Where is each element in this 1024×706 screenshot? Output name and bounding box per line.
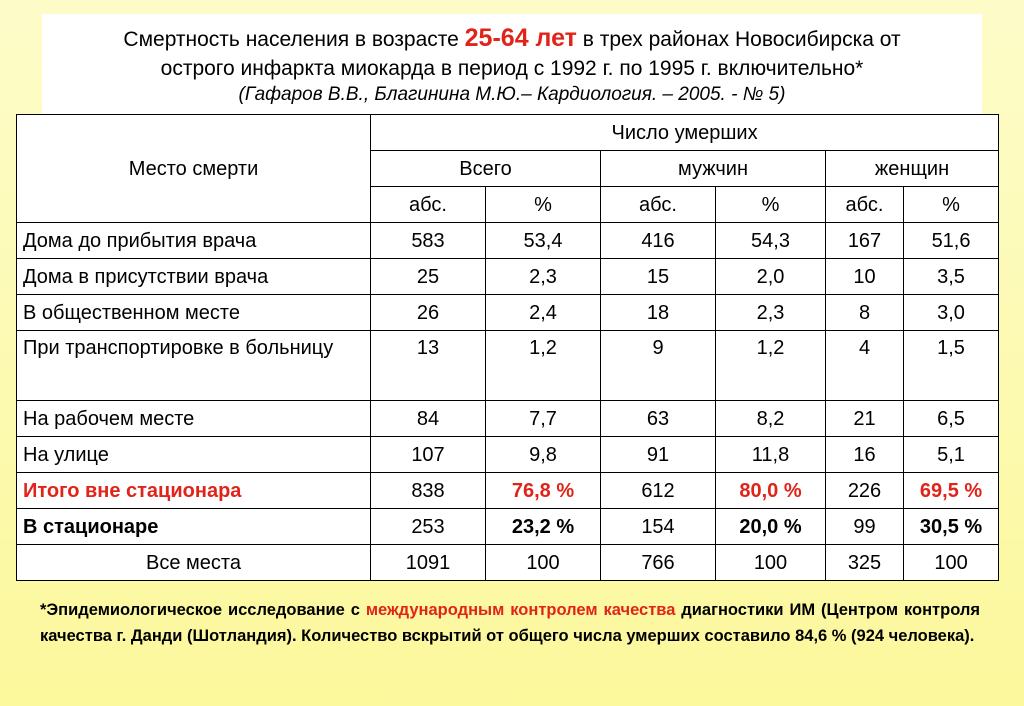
unit-header: % bbox=[904, 187, 999, 223]
mortality-table bbox=[16, 114, 999, 581]
value-cell: 63 bbox=[601, 401, 716, 437]
value-cell: 1,5 bbox=[904, 331, 999, 401]
subgroup-total: Всего bbox=[371, 151, 601, 187]
table-row bbox=[17, 437, 999, 473]
value-cell: 7,7 bbox=[486, 401, 601, 437]
value-cell: 54,3 bbox=[716, 223, 826, 259]
title-line-2: острого инфаркта миокарда в период с 1992 г. по 1995 г. включительно* bbox=[160, 57, 864, 80]
value-cell: 2,0 bbox=[716, 259, 826, 295]
title-age-range: 25-64 лет bbox=[464, 24, 577, 52]
value-cell: 2,4 bbox=[486, 295, 601, 331]
value-cell: 167 bbox=[826, 223, 904, 259]
place-cell: В стационаре bbox=[17, 509, 371, 545]
unit-header: % bbox=[716, 187, 826, 223]
header-row-group bbox=[17, 115, 999, 151]
total-outside-hospital-row bbox=[17, 473, 999, 509]
place-cell: При транспортировке в больницу bbox=[17, 331, 371, 401]
value-cell: 11,8 bbox=[716, 437, 826, 473]
value-cell: 26 bbox=[371, 295, 486, 331]
value-cell: 9,8 bbox=[486, 437, 601, 473]
value-cell: 91 bbox=[601, 437, 716, 473]
subgroup-women: женщин bbox=[826, 151, 999, 187]
value-cell: 838 bbox=[371, 473, 486, 509]
place-cell: На улице bbox=[17, 437, 371, 473]
unit-header: абс. bbox=[826, 187, 904, 223]
value-cell: 20,0 % bbox=[716, 509, 826, 545]
value-cell: 76,8 % bbox=[486, 473, 601, 509]
place-cell: На рабочем месте bbox=[17, 401, 371, 437]
footnote-accent: международным контролем качества bbox=[365, 601, 676, 619]
value-cell: 154 bbox=[601, 509, 716, 545]
value-cell: 15 bbox=[601, 259, 716, 295]
value-cell: 23,2 % bbox=[486, 509, 601, 545]
unit-header: % bbox=[486, 187, 601, 223]
value-cell: 583 bbox=[371, 223, 486, 259]
place-cell: В общественном месте bbox=[17, 295, 371, 331]
value-cell: 2,3 bbox=[716, 295, 826, 331]
value-cell: 226 bbox=[826, 473, 904, 509]
value-cell: 30,5 % bbox=[904, 509, 999, 545]
value-cell: 107 bbox=[371, 437, 486, 473]
value-cell: 3,5 bbox=[904, 259, 999, 295]
value-cell: 1,2 bbox=[716, 331, 826, 401]
value-cell: 9 bbox=[601, 331, 716, 401]
value-cell: 18 bbox=[601, 295, 716, 331]
table-row bbox=[17, 259, 999, 295]
table-row bbox=[17, 223, 999, 259]
value-cell: 100 bbox=[486, 545, 601, 581]
footnote bbox=[40, 597, 980, 649]
value-cell: 16 bbox=[826, 437, 904, 473]
footnote-text-start: *Эпидемиологическое исследование с bbox=[40, 601, 366, 619]
value-cell: 6,5 bbox=[904, 401, 999, 437]
value-cell: 53,4 bbox=[486, 223, 601, 259]
value-cell: 325 bbox=[826, 545, 904, 581]
value-cell: 4 bbox=[826, 331, 904, 401]
title-text-end: в трех районах Новосибирска от bbox=[576, 28, 901, 51]
value-cell: 1091 bbox=[371, 545, 486, 581]
place-cell: Все места bbox=[17, 545, 371, 581]
value-cell: 21 bbox=[826, 401, 904, 437]
value-cell: 69,5 % bbox=[904, 473, 999, 509]
value-cell: 766 bbox=[601, 545, 716, 581]
value-cell: 100 bbox=[904, 545, 999, 581]
footnote-text-end: диагностики ИМ (Центром контроля качества г. Данди (Шотландия). Количество вскрытий от общего числа умерших составило 84,6 % (924 человека). bbox=[40, 601, 980, 645]
title-source: (Гафаров В.В., Благинина М.Ю.– Кардиология. – 2005. - № 5) bbox=[238, 84, 786, 105]
place-cell: Итого вне стационара bbox=[17, 473, 371, 509]
title-text-start: Смертность населения в возрасте bbox=[123, 28, 465, 51]
value-cell: 3,0 bbox=[904, 295, 999, 331]
value-cell: 100 bbox=[716, 545, 826, 581]
value-cell: 25 bbox=[371, 259, 486, 295]
all-places-row bbox=[17, 545, 999, 581]
table-row bbox=[17, 295, 999, 331]
value-cell: 51,6 bbox=[904, 223, 999, 259]
value-cell: 1,2 bbox=[486, 331, 601, 401]
place-header: Место смерти bbox=[17, 115, 371, 223]
value-cell: 13 bbox=[371, 331, 486, 401]
value-cell: 8,2 bbox=[716, 401, 826, 437]
title-line-1 bbox=[42, 24, 982, 54]
subgroup-men: мужчин bbox=[601, 151, 826, 187]
place-cell: Дома в присутствии врача bbox=[17, 259, 371, 295]
table-row bbox=[17, 401, 999, 437]
value-cell: 5,1 bbox=[904, 437, 999, 473]
value-cell: 80,0 % bbox=[716, 473, 826, 509]
place-cell: Дома до прибытия врача bbox=[17, 223, 371, 259]
value-cell: 84 bbox=[371, 401, 486, 437]
table-row bbox=[17, 331, 999, 401]
value-cell: 8 bbox=[826, 295, 904, 331]
value-cell: 10 bbox=[826, 259, 904, 295]
deaths-header: Число умерших bbox=[371, 115, 999, 151]
value-cell: 612 bbox=[601, 473, 716, 509]
value-cell: 416 bbox=[601, 223, 716, 259]
value-cell: 99 bbox=[826, 509, 904, 545]
unit-header: абс. bbox=[371, 187, 486, 223]
unit-header: абс. bbox=[601, 187, 716, 223]
in-hospital-row bbox=[17, 509, 999, 545]
value-cell: 253 bbox=[371, 509, 486, 545]
slide-title bbox=[42, 14, 982, 114]
value-cell: 2,3 bbox=[486, 259, 601, 295]
